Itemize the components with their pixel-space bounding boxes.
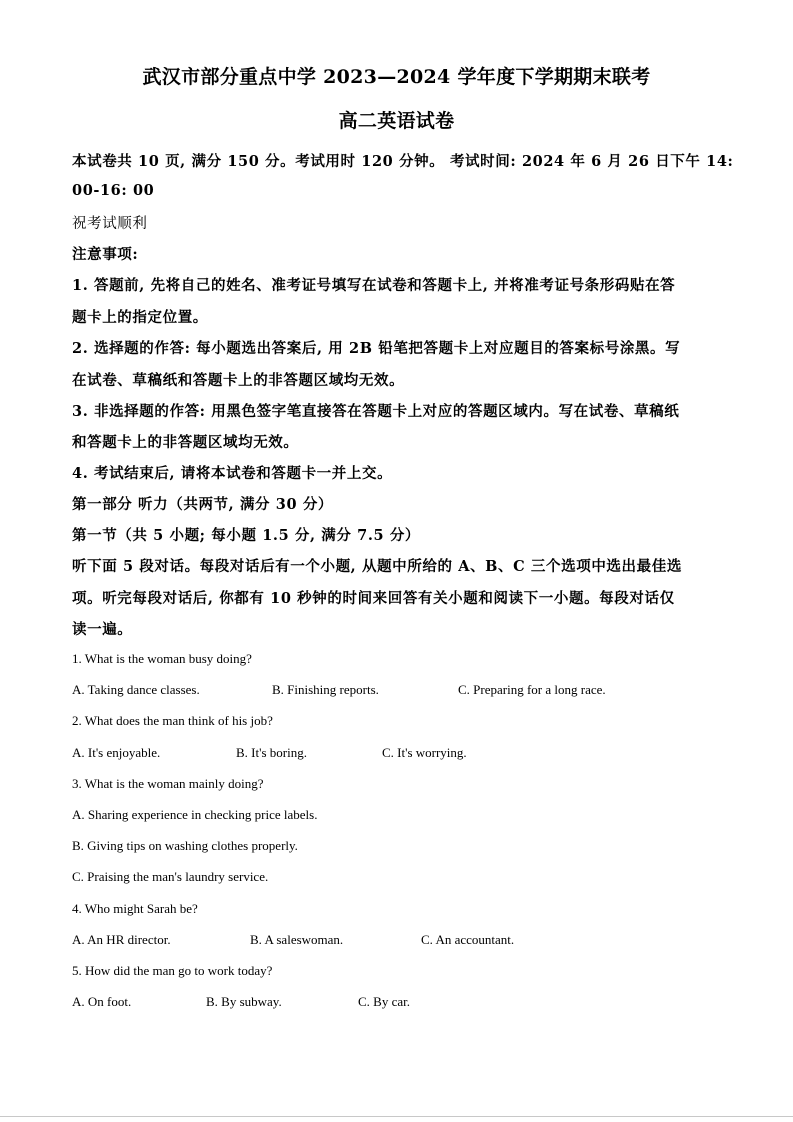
question-5-option-a: A. On foot. [72, 994, 132, 1009]
page-title: 武汉市部分重点中学 2023—2024 学年度下学期期末联考 [142, 66, 651, 88]
wish-text: 祝考试顺利 [72, 216, 148, 232]
question-4-option-c: C. An accountant. [421, 932, 515, 947]
page-subtitle: 高二英语试卷 [338, 110, 455, 132]
section-subtitle: 第一节（共 5 小题; 每小题 1.5 分, 满分 7.5 分） [72, 527, 421, 544]
note-4-line1: 4. 考试结束后, 请将本试卷和答题卡一并上交。 [72, 465, 393, 482]
question-3-option-b: B. Giving tips on washing clothes properly. [72, 838, 298, 853]
question-5-option-b: B. By subway. [206, 994, 282, 1009]
question-1-option-b: B. Finishing reports. [272, 682, 379, 697]
instruction-line3: 读一遍。 [72, 621, 133, 638]
notes-heading: 注意事项: [72, 246, 139, 263]
question-3-option-c: C. Praising the man's laundry service. [72, 869, 269, 884]
question-2-stem: 2. What does the man think of his job? [72, 713, 273, 728]
question-2-option-b: B. It's boring. [236, 745, 307, 760]
question-2-option-c: C. It's worrying. [382, 745, 467, 760]
question-4-option-b: B. A saleswoman. [250, 932, 344, 947]
instruction-line2: 项。听完每段对话后, 你都有 10 秒钟的时间来回答有关小题和阅读下一小题。每段对话仅 [72, 590, 675, 607]
exam-info-line1: 本试卷共 10 页, 满分 150 分。考试用时 120 分钟。 考试时间: 2024 年 6 月 26 日下午 14: [72, 153, 734, 170]
question-5-option-c: C. By car. [358, 994, 410, 1009]
exam-info-line2: 00-16: 00 [72, 182, 155, 199]
note-3-line1: 3. 非选择题的作答: 用黑色签字笔直接答在答题卡上对应的答题区域内。写在试卷、草稿纸 [72, 403, 680, 420]
question-2-option-a: A. It's enjoyable. [72, 745, 161, 760]
page-bottom-divider [0, 1116, 793, 1117]
part-title: 第一部分 听力（共两节, 满分 30 分） [72, 496, 334, 513]
note-3-line2: 和答题卡上的非答题区域均无效。 [72, 434, 299, 451]
note-2-line2: 在试卷、草稿纸和答题卡上的非答题区域均无效。 [72, 372, 405, 389]
question-5-stem: 5. How did the man go to work today? [72, 963, 273, 978]
note-1-line1: 1. 答题前, 先将自己的姓名、准考证号填写在试卷和答题卡上, 并将准考证号条形码贴在答 [72, 277, 676, 294]
note-2-line1: 2. 选择题的作答: 每小题选出答案后, 用 2B 铅笔把答题卡上对应题目的答案标号涂黑。写 [72, 340, 681, 357]
question-1-option-c: C. Preparing for a long race. [458, 682, 606, 697]
instruction-line1: 听下面 5 段对话。每段对话后有一个小题, 从题中所给的 A、B、C 三个选项中选出最佳选 [72, 558, 682, 575]
question-1-stem: 1. What is the woman busy doing? [72, 651, 252, 666]
question-3-option-a: A. Sharing experience in checking price labels. [72, 807, 318, 822]
question-1-option-a: A. Taking dance classes. [72, 682, 200, 697]
question-4-stem: 4. Who might Sarah be? [72, 901, 198, 916]
note-1-line2: 题卡上的指定位置。 [72, 309, 208, 326]
question-4-option-a: A. An HR director. [72, 932, 171, 947]
question-3-stem: 3. What is the woman mainly doing? [72, 776, 264, 791]
